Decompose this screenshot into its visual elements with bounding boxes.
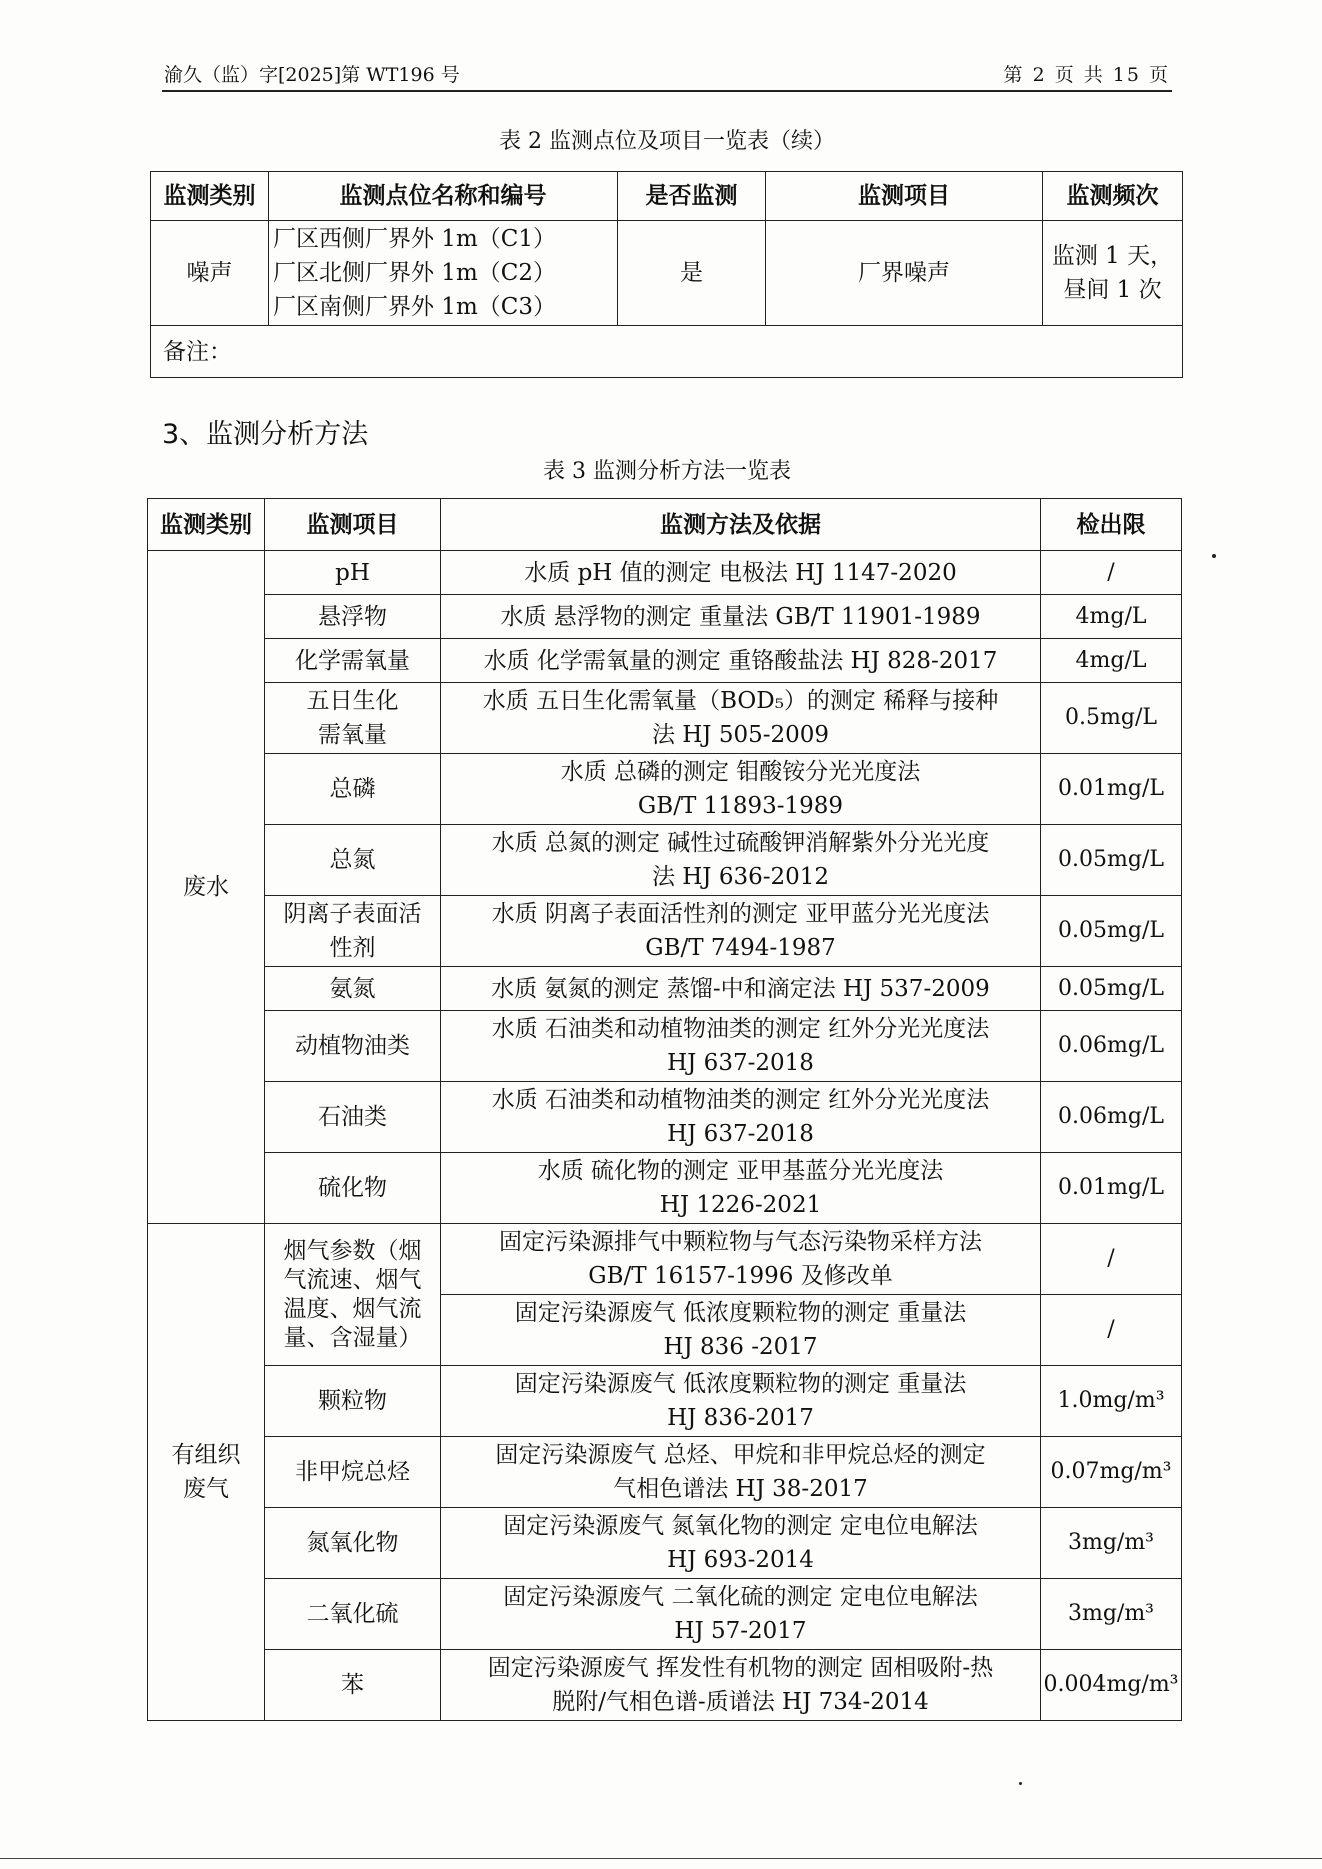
- limit-cell: 3mg/m³: [1041, 1508, 1182, 1579]
- table2-note: 备注：: [151, 326, 1183, 378]
- cell-line: 水质 阴离子表面活性剂的测定 亚甲蓝分光光度法: [491, 901, 990, 927]
- cell-line: 固定污染源废气 氮氧化物的测定 定电位电解法: [503, 1513, 978, 1539]
- table-row: [148, 1437, 1182, 1508]
- table2-header-row: [151, 172, 1183, 221]
- cell-line: 硫化物: [318, 1175, 387, 1201]
- method-cell: [441, 1224, 1041, 1295]
- method-cell: [441, 1011, 1041, 1082]
- limit-cell: 0.07mg/m³: [1041, 1437, 1182, 1508]
- cell-line: 非甲烷总烃: [295, 1459, 410, 1485]
- point-c2: 厂区北侧厂界外 1m（C2）: [273, 260, 556, 286]
- table-row: [148, 1579, 1182, 1650]
- table2-header: 监测项目: [766, 172, 1043, 221]
- table-row: [148, 967, 1182, 1011]
- analysis-methods-table: [147, 498, 1182, 1721]
- item-cell: [265, 896, 441, 967]
- cell-line: GB/T 7494-1987: [645, 935, 836, 961]
- table2-header: 监测频次: [1043, 172, 1183, 221]
- method-cell: [441, 551, 1041, 595]
- cell-line: 法 HJ 505-2009: [651, 722, 830, 748]
- item-cell: [265, 1437, 441, 1508]
- cell-line: 水质 五日生化需氧量（BOD₅）的测定 稀释与接种: [482, 688, 999, 714]
- cell-line: 二氧化硫: [306, 1601, 399, 1627]
- limit-cell: 0.5mg/L: [1041, 683, 1182, 754]
- limit-cell: /: [1041, 551, 1182, 595]
- monitoring-item: 厂界噪声: [766, 221, 1043, 326]
- limit-cell: 0.05mg/L: [1041, 896, 1182, 967]
- limit-cell: 4mg/L: [1041, 639, 1182, 683]
- table-row: [148, 1153, 1182, 1224]
- cell-line: 悬浮物: [318, 603, 387, 630]
- table-row: [148, 683, 1182, 754]
- cell-line: 水质 石油类和动植物油类的测定 红外分光光度法: [491, 1087, 990, 1113]
- page-indicator: 第 2 页 共 15 页: [1003, 64, 1170, 86]
- cell-line: 固定污染源废气 总烃、甲烷和非甲烷总烃的测定: [495, 1442, 986, 1468]
- table-row: [148, 825, 1182, 896]
- method-cell: [441, 754, 1041, 825]
- table-row: [148, 1366, 1182, 1437]
- cell-line: HJ 836 -2017: [663, 1334, 818, 1360]
- method-cell: [441, 967, 1041, 1011]
- cell-line: 固定污染源废气 二氧化硫的测定 定电位电解法: [503, 1584, 978, 1610]
- method-cell: [441, 639, 1041, 683]
- cell-line: 石油类: [318, 1104, 387, 1130]
- method-cell: [441, 825, 1041, 896]
- method-cell: [441, 1295, 1041, 1366]
- table3-header: 监测类别: [148, 499, 265, 551]
- table3-header: 检出限: [1041, 499, 1182, 551]
- method-cell: [441, 1082, 1041, 1153]
- table-row: [148, 639, 1182, 683]
- cell-line: 水质 硫化物的测定 亚甲基蓝分光光度法: [537, 1158, 944, 1184]
- method-cell: [441, 1650, 1041, 1721]
- cell-line: pH: [335, 559, 370, 586]
- table-row: [148, 595, 1182, 639]
- cell-line: 脱附/气相色谱-质谱法 HJ 734-2014: [552, 1689, 929, 1715]
- cell-line: 动植物油类: [295, 1033, 410, 1059]
- method-cell: [441, 683, 1041, 754]
- limit-cell: 3mg/m³: [1041, 1579, 1182, 1650]
- item-cell: [265, 1650, 441, 1721]
- table2-caption: 表 2 监测点位及项目一览表（续）: [499, 129, 835, 154]
- method-cell: [441, 1366, 1041, 1437]
- category-cell: [148, 1224, 265, 1721]
- item-cell: [265, 639, 441, 683]
- item-cell: [265, 595, 441, 639]
- table2-header: 是否监测: [618, 172, 766, 221]
- item-cell: [265, 1366, 441, 1437]
- cell-line: 气流速、烟气: [283, 1266, 422, 1293]
- cell-line: 氮氧化物: [306, 1530, 399, 1556]
- limit-cell: /: [1041, 1295, 1182, 1366]
- limit-cell: 1.0mg/m³: [1041, 1366, 1182, 1437]
- cell-line: 气相色谱法 HJ 38-2017: [613, 1476, 868, 1502]
- method-cell: [441, 896, 1041, 967]
- method-cell: [441, 1153, 1041, 1224]
- method-cell: [441, 1508, 1041, 1579]
- cell-line: HJ 637-2018: [667, 1121, 814, 1147]
- limit-cell: 0.06mg/L: [1041, 1082, 1182, 1153]
- item-cell: [265, 1224, 441, 1366]
- limit-cell: 4mg/L: [1041, 595, 1182, 639]
- cell-line: 苯: [341, 1672, 364, 1698]
- category-cell: 废水: [148, 551, 265, 1224]
- cell-line: 固定污染源废气 低浓度颗粒物的测定 重量法: [514, 1371, 967, 1397]
- table-row: [148, 1508, 1182, 1579]
- item-cell: [265, 1579, 441, 1650]
- cell-line: 性剂: [329, 935, 376, 961]
- table2-header: 监测点位名称和编号: [269, 172, 618, 221]
- monitoring-points: [269, 221, 618, 326]
- cell-line: 五日生化: [306, 688, 399, 714]
- cell-line: HJ 1226-2021: [659, 1192, 822, 1218]
- scan-speck: [1019, 1782, 1022, 1785]
- cell-line: 水质 pH 值的测定 电极法 HJ 1147-2020: [524, 559, 957, 586]
- limit-cell: 0.004mg/m³: [1041, 1650, 1182, 1721]
- frequency-line: 昼间 1 次: [1063, 277, 1162, 303]
- cell-line: HJ 637-2018: [667, 1050, 814, 1076]
- table3-header-row: [148, 499, 1182, 551]
- limit-cell: 0.01mg/L: [1041, 1153, 1182, 1224]
- item-cell: [265, 754, 441, 825]
- cell-line: 颗粒物: [318, 1388, 387, 1414]
- item-cell: [265, 551, 441, 595]
- monitoring-frequency: [1043, 221, 1183, 326]
- table2-header: 监测类别: [151, 172, 269, 221]
- cell-line: 固定污染源废气 挥发性有机物的测定 固相吸附-热: [487, 1655, 994, 1681]
- cell-line: 烟气参数（烟: [283, 1237, 422, 1264]
- limit-cell: 0.01mg/L: [1041, 754, 1182, 825]
- table-row: [148, 551, 1182, 595]
- cell-line: 总氮: [329, 847, 376, 873]
- cell-line: GB/T 11893-1989: [637, 793, 844, 819]
- table3-caption: 表 3 监测分析方法一览表: [543, 459, 791, 484]
- cell-line: 需氧量: [318, 722, 387, 748]
- table-row: [148, 1011, 1182, 1082]
- point-c3: 厂区南侧厂界外 1m（C3）: [273, 294, 556, 320]
- item-cell: [265, 683, 441, 754]
- method-cell: [441, 595, 1041, 639]
- limit-cell: /: [1041, 1224, 1182, 1295]
- monitoring-category: 噪声: [151, 221, 269, 326]
- section-title: 3、监测分析方法: [162, 419, 369, 450]
- cell-line: 水质 总磷的测定 钼酸铵分光光度法: [560, 759, 921, 785]
- table-row: [148, 896, 1182, 967]
- limit-cell: 0.05mg/L: [1041, 967, 1182, 1011]
- cell-line: 水质 化学需氧量的测定 重铬酸盐法 HJ 828-2017: [483, 647, 998, 674]
- monitoring-points-table: [150, 171, 1183, 378]
- item-cell: [265, 825, 441, 896]
- item-cell: [265, 1011, 441, 1082]
- cell-line: 水质 总氮的测定 碱性过硫酸钾消解紫外分光光度: [491, 830, 990, 856]
- method-cell: [441, 1579, 1041, 1650]
- document-number: 渝久（监）字[2025]第 WT196 号: [164, 64, 460, 86]
- cell-line: 温度、烟气流: [283, 1295, 422, 1322]
- cell-line: 化学需氧量: [295, 647, 410, 674]
- cell-line: GB/T 16157-1996 及修改单: [588, 1263, 893, 1289]
- page-header: [162, 58, 1172, 92]
- table-row: [148, 1650, 1182, 1721]
- note-row: [151, 326, 1183, 378]
- cell-line: 氨氮: [329, 975, 376, 1002]
- cell-line: 水质 悬浮物的测定 重量法 GB/T 11901-1989: [500, 603, 981, 630]
- limit-cell: 0.06mg/L: [1041, 1011, 1182, 1082]
- cell-line: HJ 693-2014: [667, 1547, 814, 1573]
- table3-header: 监测项目: [265, 499, 441, 551]
- method-cell: [441, 1437, 1041, 1508]
- item-cell: [265, 1508, 441, 1579]
- cell-line: 废气: [183, 1476, 229, 1502]
- monitored-flag: 是: [618, 221, 766, 326]
- cell-line: 阴离子表面活: [283, 901, 422, 927]
- limit-cell: 0.05mg/L: [1041, 825, 1182, 896]
- cell-line: 固定污染源排气中颗粒物与气态污染物采样方法: [499, 1229, 982, 1255]
- item-cell: [265, 1153, 441, 1224]
- cell-line: 量、含湿量）: [283, 1324, 422, 1351]
- item-cell: [265, 967, 441, 1011]
- table3-header: 监测方法及依据: [441, 499, 1041, 551]
- scan-speck: [1212, 554, 1216, 558]
- table3-body: [148, 551, 1182, 1721]
- table-row: [148, 1082, 1182, 1153]
- cell-line: 法 HJ 636-2012: [651, 864, 830, 890]
- table-row: [151, 221, 1183, 326]
- cell-line: 固定污染源废气 低浓度颗粒物的测定 重量法: [514, 1300, 967, 1326]
- frequency-line: 监测 1 天，: [1051, 243, 1174, 269]
- cell-line: HJ 836-2017: [667, 1405, 814, 1431]
- cell-line: 水质 氨氮的测定 蒸馏-中和滴定法 HJ 537-2009: [491, 975, 990, 1002]
- page-bottom-edge: [0, 1858, 1322, 1859]
- cell-line: HJ 57-2017: [674, 1618, 807, 1644]
- cell-line: 水质 石油类和动植物油类的测定 红外分光光度法: [491, 1016, 990, 1042]
- cell-line: 总磷: [329, 776, 376, 802]
- cell-line: 有组织: [171, 1442, 241, 1468]
- table-row: [148, 754, 1182, 825]
- point-c1: 厂区西侧厂界外 1m（C1）: [273, 226, 556, 252]
- table-row: [148, 1224, 1182, 1295]
- item-cell: [265, 1082, 441, 1153]
